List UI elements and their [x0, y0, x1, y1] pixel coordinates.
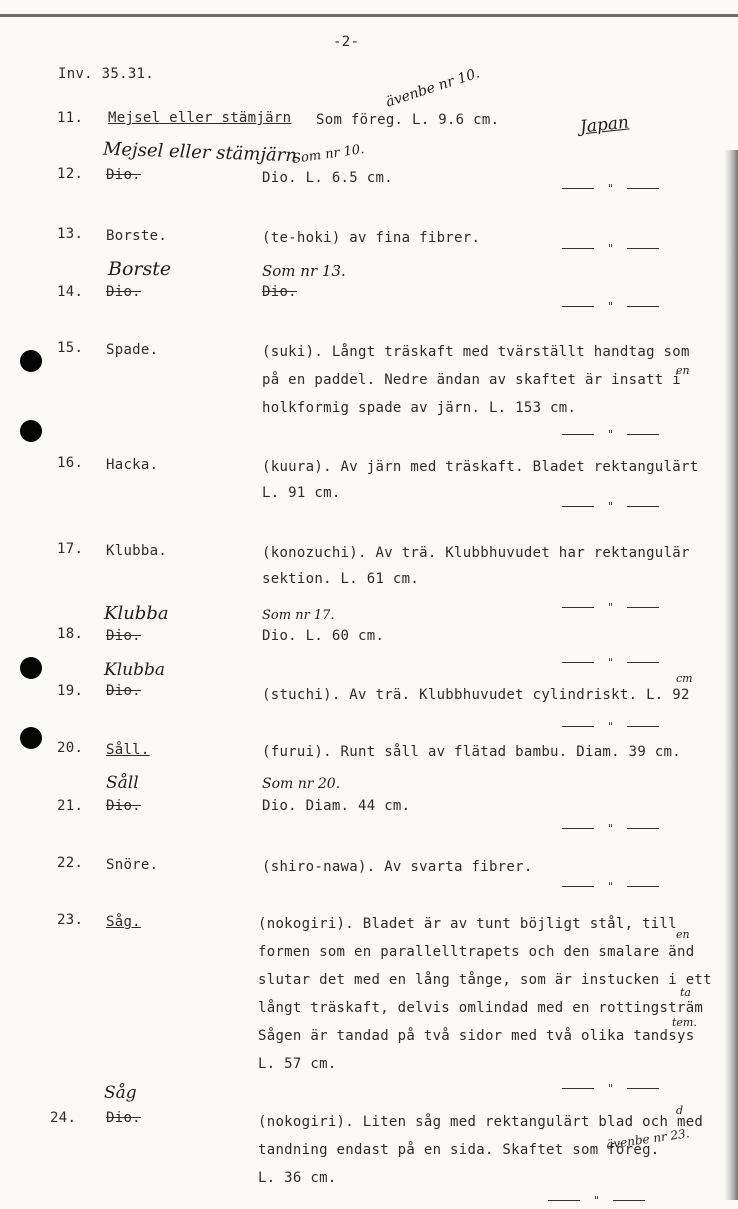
- handwritten-name: Klubba: [104, 603, 169, 624]
- handwritten-margin: ta: [680, 986, 691, 999]
- entry-name: Dio.: [106, 628, 141, 644]
- entry-name: Hacka.: [106, 457, 159, 473]
- entry-description-line: L. 57 cm.: [258, 1056, 337, 1072]
- punch-hole: [20, 657, 42, 679]
- entry-name: Dio.: [106, 798, 141, 814]
- entry-name: Mejsel eller stämjärn: [108, 110, 292, 126]
- entry-description: Dio. L. 6.5 cm.: [262, 170, 393, 186]
- entry-number: 16.: [57, 455, 84, 471]
- entry-number: 22.: [57, 855, 84, 871]
- ditto-mark: ": [562, 818, 659, 837]
- punch-hole: [20, 420, 42, 442]
- entry-description-line: sektion. L. 61 cm.: [262, 571, 420, 587]
- entry-description: Dio.: [262, 284, 297, 300]
- page-number: -2-: [333, 34, 360, 50]
- handwritten-name: Klubba: [104, 660, 165, 680]
- entry-description-line: (nokogiri). Bladet är av tunt böjligt stål, till: [258, 916, 677, 932]
- entry-name: Dio.: [106, 1110, 141, 1126]
- ditto-mark: ": [562, 496, 659, 515]
- entry-name: Snöre.: [106, 857, 159, 873]
- entry-description: (shiro-nawa). Av svarta fibrer.: [262, 859, 533, 875]
- entry-name: Såg.: [106, 914, 141, 930]
- punch-hole: [20, 350, 42, 372]
- entry-number: 24.: [50, 1110, 77, 1126]
- entry-number: 13.: [57, 226, 84, 242]
- entry-name: Borste.: [106, 228, 168, 244]
- scan-right-edge: [724, 150, 738, 1200]
- punch-hole: [20, 727, 42, 749]
- handwritten-name: Borste: [108, 258, 172, 280]
- entry-number: 17.: [57, 541, 84, 557]
- entry-number: 23.: [57, 912, 84, 928]
- ditto-mark: ": [548, 1190, 645, 1209]
- entry-description-line: formen som en parallelltrapets och den smalare änd: [258, 944, 695, 960]
- entry-description: (te-hoki) av fina fibrer.: [262, 230, 481, 246]
- handwritten-margin: d: [676, 1104, 684, 1117]
- handwritten-margin: tem.: [672, 1016, 697, 1029]
- handwritten-desc: Som nr 20.: [262, 776, 341, 792]
- ditto-mark: ": [562, 1078, 659, 1097]
- entry-description: (furui). Runt såll av flätad bambu. Diam. 39 cm.: [262, 744, 681, 760]
- entry-description-line: (kuura). Av järn med träskaft. Bladet rektangulärt: [262, 459, 699, 475]
- handwritten-desc: Som nr 10.: [291, 142, 366, 167]
- handwritten-insert: ävenbe nr 23.: [605, 1126, 691, 1152]
- entry-description-line: slutar det med en lång tånge, som är instucken i ett: [258, 972, 712, 988]
- entry-description: Som föreg. L. 9.6 cm.: [316, 112, 500, 128]
- ditto-mark: ": [562, 597, 659, 616]
- entry-description-line: Sågen är tandad på två sidor med två olika tandsys: [258, 1028, 695, 1044]
- entry-description-line: (konozuchi). Av trä. Klubbhuvudet har rektangulär: [262, 545, 690, 561]
- ditto-mark: ": [562, 716, 659, 735]
- ditto-mark: ": [562, 652, 659, 671]
- entry-description-line: tandning endast på en sida. Skaftet som föreg.: [258, 1142, 660, 1158]
- entry-description-line: L. 91 cm.: [262, 485, 341, 501]
- handwritten-name: Såg: [104, 1083, 137, 1103]
- entry-number: 18.: [57, 626, 84, 642]
- handwritten-desc: Som nr 17.: [262, 608, 335, 623]
- entry-description: Dio. Diam. 44 cm.: [262, 798, 411, 814]
- entry-number: 21.: [57, 798, 84, 814]
- entry-number: 14.: [57, 284, 84, 300]
- scan-top-edge: [0, 14, 738, 17]
- entry-name: Dio.: [106, 683, 141, 699]
- entry-description-line: (nokogiri). Liten såg med rektangulärt blad och med: [258, 1114, 704, 1130]
- entry-description-line: på en paddel. Nedre ändan av skaftet är insatt i: [262, 372, 681, 388]
- entry-number: 15.: [57, 340, 84, 356]
- entry-number: 19.: [57, 683, 84, 699]
- entry-description-line: långt träskaft, delvis omlindad med en rottingsträm: [258, 1000, 704, 1016]
- inventory-number: Inv. 35.31.: [58, 66, 155, 82]
- handwritten-margin: en: [676, 928, 690, 941]
- entry-name: Klubba.: [106, 543, 168, 559]
- entry-number: 11.: [57, 110, 84, 126]
- ditto-mark: ": [562, 296, 659, 315]
- handwritten-insert: ävenbe nr 10.: [383, 65, 482, 111]
- ditto-mark: ": [562, 178, 659, 197]
- entry-name: Såll.: [106, 742, 150, 758]
- entry-description: Dio. L. 60 cm.: [262, 628, 385, 644]
- entry-name: Spade.: [106, 342, 159, 358]
- ditto-mark: ": [562, 238, 659, 257]
- handwritten-name: Såll: [106, 773, 139, 793]
- ditto-mark: ": [562, 424, 659, 443]
- entry-name: Dio.: [106, 284, 141, 300]
- entry-name: Dio.: [106, 167, 141, 183]
- entry-number: 20.: [57, 740, 84, 756]
- handwritten-desc: Som nr 13.: [262, 262, 346, 280]
- entry-description-line: L. 36 cm.: [258, 1170, 337, 1186]
- entry-description: (stuchi). Av trä. Klubbhuvudet cylindriskt. L. 92: [262, 687, 690, 703]
- handwritten-name: Mejsel eller stämjärn: [102, 138, 298, 167]
- handwritten-margin: en: [676, 364, 690, 377]
- entry-description-line: holkformig spade av järn. L. 153 cm.: [262, 400, 577, 416]
- ditto-mark: ": [562, 876, 659, 895]
- entry-description-line: (suki). Långt träskaft med tvärställt handtag som: [262, 344, 690, 360]
- handwritten-origin: Japan: [579, 112, 630, 138]
- entry-number: 12.: [57, 166, 84, 182]
- handwritten-margin: cm: [676, 672, 693, 685]
